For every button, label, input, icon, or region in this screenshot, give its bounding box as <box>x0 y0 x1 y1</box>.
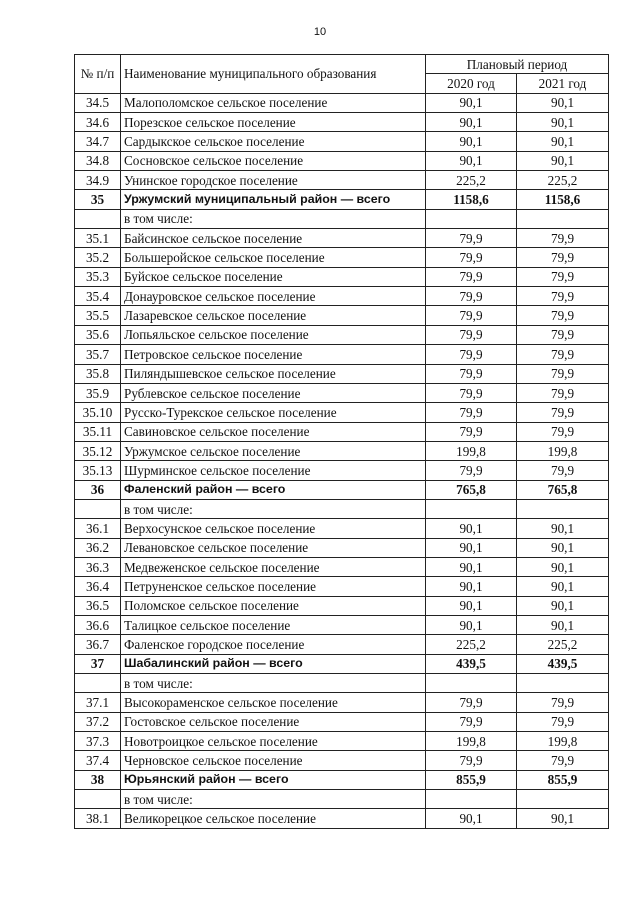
row-name: Шурминское сельское поселение <box>121 461 426 480</box>
subheading-row <box>75 209 609 228</box>
value-2021: 90,1 <box>517 132 609 151</box>
value-2021: 79,9 <box>517 364 609 383</box>
row-name: в том числе: <box>121 499 426 518</box>
row-number: 37.2 <box>75 712 121 731</box>
row-name: Лазаревское сельское поселение <box>121 306 426 325</box>
value-2020: 79,9 <box>426 345 517 364</box>
row-number: 37.3 <box>75 732 121 751</box>
value-2021: 90,1 <box>517 557 609 576</box>
subheading-row <box>75 499 609 518</box>
row-name: Шабалинский район — всего <box>121 654 426 673</box>
table-row <box>75 364 609 383</box>
value-2021: 79,9 <box>517 751 609 770</box>
row-number: 34.7 <box>75 132 121 151</box>
value-2020 <box>426 790 517 809</box>
row-name: Новотроицкое сельское поселение <box>121 732 426 751</box>
row-name: Савиновское сельское поселение <box>121 422 426 441</box>
row-name: Порезское сельское поселение <box>121 113 426 132</box>
value-2020: 79,9 <box>426 461 517 480</box>
table-row <box>75 403 609 422</box>
table-row <box>75 635 609 654</box>
value-2021: 79,9 <box>517 693 609 712</box>
value-2020: 79,9 <box>426 325 517 344</box>
row-number: 35.13 <box>75 461 121 480</box>
value-2021: 1158,6 <box>517 190 609 209</box>
table-row <box>75 422 609 441</box>
value-2021 <box>517 790 609 809</box>
value-2021 <box>517 674 609 693</box>
row-name: Унинское городское поселение <box>121 171 426 190</box>
row-name: Донауровское сельское поселение <box>121 287 426 306</box>
header-planned-period: Плановый период <box>426 55 609 74</box>
value-2020 <box>426 674 517 693</box>
table-row <box>75 809 609 828</box>
row-number: 38 <box>75 770 121 789</box>
table-row <box>75 132 609 151</box>
row-name: Сосновское сельское поселение <box>121 151 426 170</box>
row-number: 35.7 <box>75 345 121 364</box>
table-row <box>75 596 609 615</box>
value-2021: 79,9 <box>517 461 609 480</box>
row-name: в том числе: <box>121 674 426 693</box>
header-year-2021: 2021 год <box>517 74 609 93</box>
header-year-2020: 2020 год <box>426 74 517 93</box>
table-row <box>75 113 609 132</box>
value-2020: 90,1 <box>426 93 517 112</box>
table-row <box>75 248 609 267</box>
row-number: 36.7 <box>75 635 121 654</box>
row-number: 35.10 <box>75 403 121 422</box>
value-2020: 855,9 <box>426 770 517 789</box>
row-number: 37 <box>75 654 121 673</box>
value-2021: 90,1 <box>517 615 609 634</box>
row-number: 36.2 <box>75 538 121 557</box>
value-2021: 90,1 <box>517 151 609 170</box>
value-2021: 855,9 <box>517 770 609 789</box>
row-name: Лопьяльское сельское поселение <box>121 325 426 344</box>
value-2021: 79,9 <box>517 306 609 325</box>
row-name: Гостовское сельское поселение <box>121 712 426 731</box>
row-number: 36.1 <box>75 519 121 538</box>
value-2020: 79,9 <box>426 229 517 248</box>
page-number: 10 <box>313 26 327 38</box>
row-name: Большеройское сельское поселение <box>121 248 426 267</box>
row-name: в том числе: <box>121 790 426 809</box>
budget-table <box>74 54 609 829</box>
row-name: Черновское сельское поселение <box>121 751 426 770</box>
row-name: Буйское сельское поселение <box>121 267 426 286</box>
value-2020: 90,1 <box>426 557 517 576</box>
row-number: 36.4 <box>75 577 121 596</box>
table-row <box>75 557 609 576</box>
row-number: 35.1 <box>75 229 121 248</box>
value-2020: 90,1 <box>426 615 517 634</box>
value-2020: 90,1 <box>426 151 517 170</box>
value-2020: 90,1 <box>426 596 517 615</box>
table-row <box>75 325 609 344</box>
value-2020: 79,9 <box>426 751 517 770</box>
value-2020: 199,8 <box>426 441 517 460</box>
value-2020: 90,1 <box>426 577 517 596</box>
table-row <box>75 151 609 170</box>
table-row <box>75 171 609 190</box>
value-2020: 79,9 <box>426 364 517 383</box>
value-2021: 79,9 <box>517 403 609 422</box>
value-2021: 225,2 <box>517 635 609 654</box>
row-name: Уржумское сельское поселение <box>121 441 426 460</box>
row-name: Рублевское сельское поселение <box>121 383 426 402</box>
value-2021: 79,9 <box>517 712 609 731</box>
table-row <box>75 383 609 402</box>
value-2020: 225,2 <box>426 635 517 654</box>
value-2020: 79,9 <box>426 712 517 731</box>
row-name: Медвеженское сельское поселение <box>121 557 426 576</box>
subheading-row <box>75 674 609 693</box>
row-number: 35.8 <box>75 364 121 383</box>
row-name: Высокораменское сельское поселение <box>121 693 426 712</box>
value-2021: 90,1 <box>517 93 609 112</box>
value-2020 <box>426 209 517 228</box>
value-2021: 79,9 <box>517 345 609 364</box>
table-row <box>75 441 609 460</box>
row-name: Сардыкское сельское поселение <box>121 132 426 151</box>
row-number: 38.1 <box>75 809 121 828</box>
value-2020: 79,9 <box>426 248 517 267</box>
row-number: 37.4 <box>75 751 121 770</box>
row-number <box>75 790 121 809</box>
value-2021 <box>517 499 609 518</box>
row-name: Фаленский район — всего <box>121 480 426 499</box>
value-2021: 439,5 <box>517 654 609 673</box>
table-row <box>75 306 609 325</box>
row-name: в том числе: <box>121 209 426 228</box>
row-number: 36 <box>75 480 121 499</box>
header-name: Наименование муниципального образования <box>121 55 426 94</box>
row-name: Байсинское сельское поселение <box>121 229 426 248</box>
row-name: Фаленское городское поселение <box>121 635 426 654</box>
row-number <box>75 209 121 228</box>
value-2020: 79,9 <box>426 422 517 441</box>
value-2021: 765,8 <box>517 480 609 499</box>
row-name: Великорецкое сельское поселение <box>121 809 426 828</box>
value-2021 <box>517 209 609 228</box>
value-2021: 79,9 <box>517 287 609 306</box>
district-total-row <box>75 480 609 499</box>
value-2021: 90,1 <box>517 577 609 596</box>
row-number: 34.9 <box>75 171 121 190</box>
row-number: 35 <box>75 190 121 209</box>
value-2020: 199,8 <box>426 732 517 751</box>
table-row <box>75 287 609 306</box>
district-total-row <box>75 654 609 673</box>
value-2021: 79,9 <box>517 325 609 344</box>
value-2021: 79,9 <box>517 248 609 267</box>
table-row <box>75 267 609 286</box>
row-number: 35.12 <box>75 441 121 460</box>
value-2020: 90,1 <box>426 809 517 828</box>
subheading-row <box>75 790 609 809</box>
table-row <box>75 751 609 770</box>
row-number: 34.6 <box>75 113 121 132</box>
table-header <box>75 55 609 94</box>
value-2021: 90,1 <box>517 519 609 538</box>
table-row <box>75 732 609 751</box>
value-2020: 1158,6 <box>426 190 517 209</box>
table-body <box>75 93 609 828</box>
row-name: Уржумский муниципальный район — всего <box>121 190 426 209</box>
table-row <box>75 615 609 634</box>
row-number: 35.2 <box>75 248 121 267</box>
value-2020: 79,9 <box>426 306 517 325</box>
value-2021: 199,8 <box>517 441 609 460</box>
row-number: 37.1 <box>75 693 121 712</box>
row-number: 36.5 <box>75 596 121 615</box>
table-row <box>75 519 609 538</box>
row-number: 35.9 <box>75 383 121 402</box>
row-name: Поломское сельское поселение <box>121 596 426 615</box>
row-number: 36.6 <box>75 615 121 634</box>
value-2020: 765,8 <box>426 480 517 499</box>
value-2020: 79,9 <box>426 383 517 402</box>
value-2020: 79,9 <box>426 693 517 712</box>
table-row <box>75 345 609 364</box>
row-name: Петровское сельское поселение <box>121 345 426 364</box>
row-number <box>75 674 121 693</box>
row-number: 35.11 <box>75 422 121 441</box>
value-2020: 90,1 <box>426 519 517 538</box>
value-2020: 90,1 <box>426 132 517 151</box>
row-number: 34.8 <box>75 151 121 170</box>
value-2020: 79,9 <box>426 403 517 422</box>
table-row <box>75 229 609 248</box>
row-number: 35.4 <box>75 287 121 306</box>
value-2021: 90,1 <box>517 809 609 828</box>
row-name: Русско-Турекское сельское поселение <box>121 403 426 422</box>
table-row <box>75 712 609 731</box>
table-row <box>75 461 609 480</box>
table-row <box>75 693 609 712</box>
value-2021: 90,1 <box>517 596 609 615</box>
row-name: Малополомское сельское поселение <box>121 93 426 112</box>
row-name: Юрьянский район — всего <box>121 770 426 789</box>
value-2020: 79,9 <box>426 267 517 286</box>
value-2020 <box>426 499 517 518</box>
row-number: 35.5 <box>75 306 121 325</box>
district-total-row <box>75 190 609 209</box>
row-number: 34.5 <box>75 93 121 112</box>
table-row <box>75 538 609 557</box>
value-2021: 79,9 <box>517 267 609 286</box>
table-row <box>75 93 609 112</box>
row-name: Талицкое сельское поселение <box>121 615 426 634</box>
value-2020: 439,5 <box>426 654 517 673</box>
row-number: 36.3 <box>75 557 121 576</box>
value-2021: 79,9 <box>517 422 609 441</box>
value-2020: 90,1 <box>426 538 517 557</box>
row-number <box>75 499 121 518</box>
row-name: Верхосунское сельское поселение <box>121 519 426 538</box>
value-2020: 90,1 <box>426 113 517 132</box>
table-row <box>75 577 609 596</box>
value-2021: 199,8 <box>517 732 609 751</box>
value-2021: 90,1 <box>517 113 609 132</box>
value-2021: 79,9 <box>517 229 609 248</box>
district-total-row <box>75 770 609 789</box>
value-2021: 225,2 <box>517 171 609 190</box>
row-name: Петруненское сельское поселение <box>121 577 426 596</box>
value-2020: 225,2 <box>426 171 517 190</box>
row-number: 35.6 <box>75 325 121 344</box>
value-2021: 79,9 <box>517 383 609 402</box>
value-2020: 79,9 <box>426 287 517 306</box>
row-name: Пиляндышевское сельское поселение <box>121 364 426 383</box>
row-number: 35.3 <box>75 267 121 286</box>
header-num: № п/п <box>75 55 121 94</box>
value-2021: 90,1 <box>517 538 609 557</box>
row-name: Левановское сельское поселение <box>121 538 426 557</box>
